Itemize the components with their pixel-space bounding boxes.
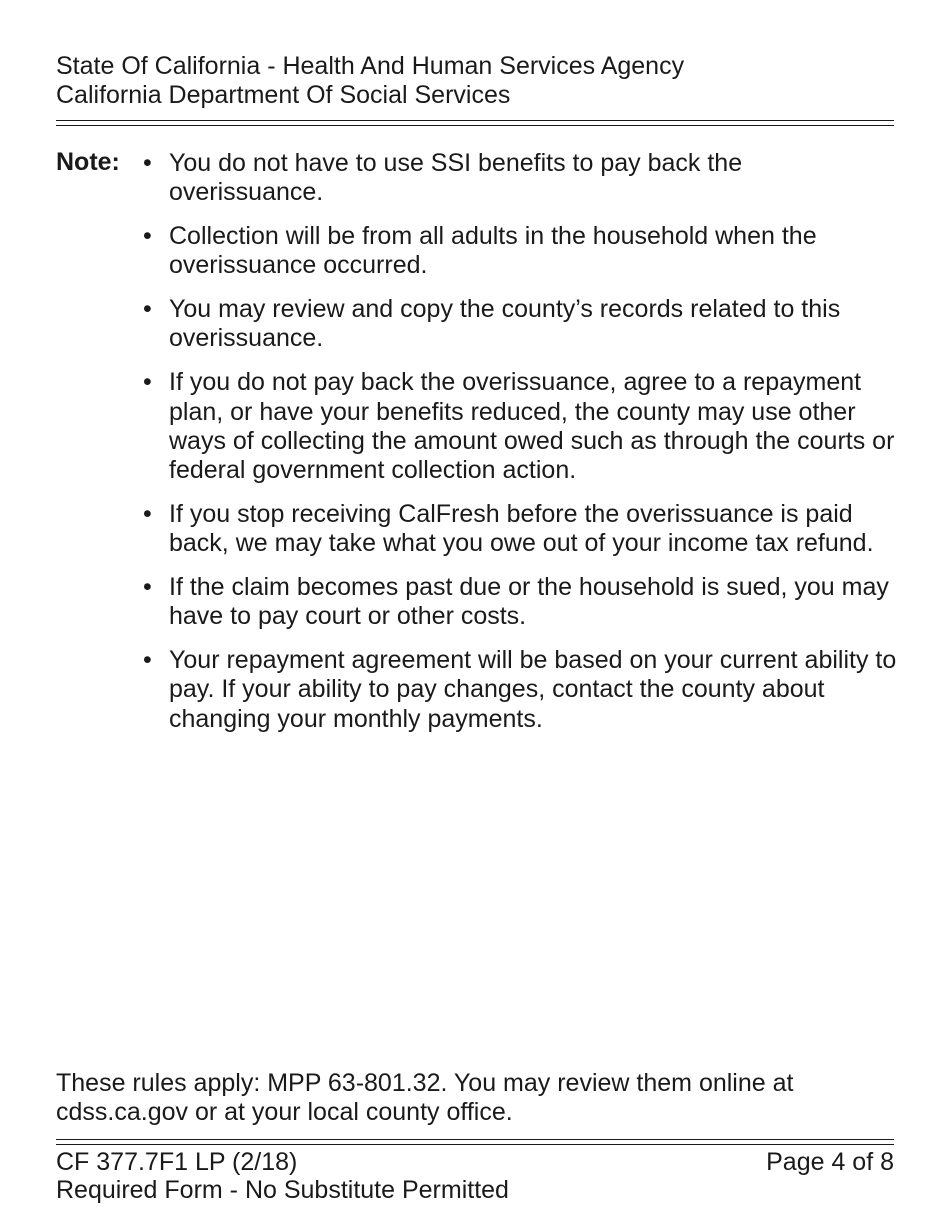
form-info — [56, 1148, 509, 1204]
note-item-text: You may review and copy the county’s records related to this overissuance. — [169, 295, 841, 353]
rules-reference: These rules apply: MPP 63-801.32. You may review them online at cdss.ca.gov or at your local county office. — [56, 1069, 794, 1126]
bullet-icon: • — [143, 149, 152, 177]
bullet-icon: • — [143, 368, 152, 397]
note-item-text: You do not have to use SSI benefits to pay back the overissuance. — [169, 149, 743, 207]
header-divider — [56, 120, 894, 126]
list-item — [143, 368, 898, 485]
note-item-text: If you stop receiving CalFresh before the overissuance is paid back, we may take what you owe out of your income tax refund. — [169, 499, 874, 558]
list-item — [143, 500, 898, 559]
list-item — [143, 295, 898, 354]
note-item-text: If you do not pay back the overissuance, agree to a repayment plan, or have your benefits reduced, the county may use other ways of collecting the amount owed such as through the courts or federal government collection action. — [169, 368, 895, 485]
list-item — [143, 573, 898, 632]
bullet-icon: • — [143, 295, 152, 324]
note-label: Note: — [56, 148, 120, 176]
list-item — [143, 222, 898, 281]
bullet-icon: • — [143, 499, 152, 528]
bullet-icon: • — [143, 646, 152, 675]
note-item-text: Your repayment agreement will be based on your current ability to pay. If your ability to pay changes, contact the county about changing your monthly payments. — [169, 646, 897, 733]
page-number: Page 4 of 8 — [766, 1148, 894, 1176]
list-item — [143, 149, 898, 208]
list-item — [143, 646, 898, 734]
note-item-text: Collection will be from all adults in the household when the overissuance occurred. — [169, 222, 817, 280]
bullet-icon: • — [143, 573, 152, 602]
department-name: California Department Of Social Services — [56, 81, 511, 109]
form-notice: Required Form - No Substitute Permitted — [56, 1176, 509, 1204]
bullet-icon: • — [143, 222, 152, 251]
note-bullet-list — [143, 149, 898, 749]
document-header — [56, 52, 894, 110]
note-item-text: If the claim becomes past due or the household is sued, you may have to pay court or other costs. — [169, 573, 889, 631]
footer-divider — [56, 1139, 894, 1145]
agency-name: State Of California - Health And Human Services Agency — [56, 52, 685, 80]
form-number: CF 377.7F1 LP (2/18) — [56, 1148, 298, 1176]
